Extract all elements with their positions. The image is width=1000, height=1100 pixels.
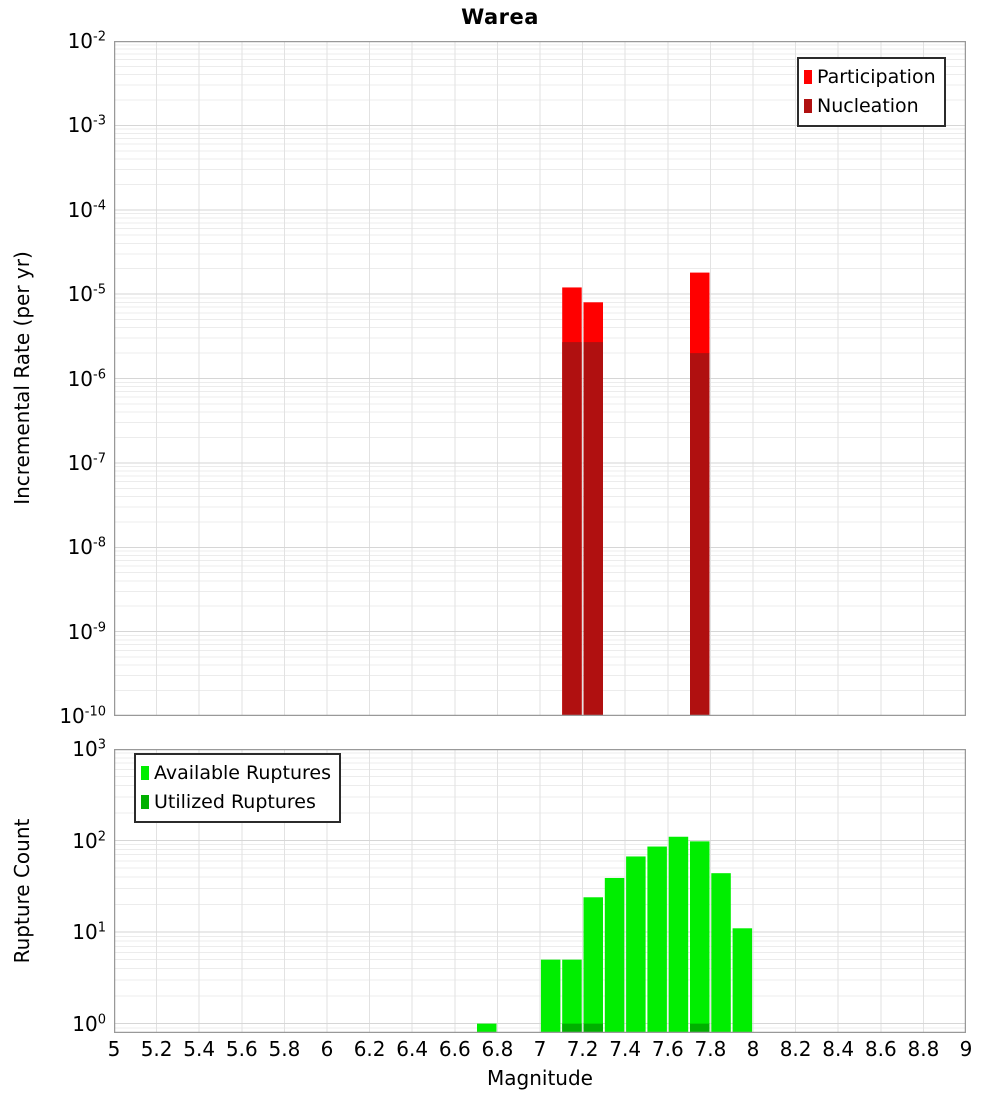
y-tick-label: $10^{-9}$	[67, 619, 106, 644]
y-tick-label: $10^{-4}$	[67, 197, 106, 222]
y-tick-label: $10^1$	[72, 920, 106, 945]
x-tick-label: 7.2	[566, 1037, 599, 1061]
bar-nucleation	[562, 342, 582, 716]
bar-nucleation	[690, 353, 710, 716]
x-tick-label: 8	[746, 1037, 760, 1061]
bar-available-ruptures	[477, 1024, 497, 1033]
x-tick-label: 6.4	[396, 1037, 429, 1061]
bar-available-ruptures	[541, 960, 561, 1033]
legend-item-available-ruptures	[141, 758, 331, 787]
bar-available-ruptures	[647, 847, 667, 1033]
bar-available-ruptures	[733, 928, 753, 1033]
y-tick-label: $10^{-6}$	[67, 366, 106, 391]
y-tick-label: $10^{-3}$	[67, 113, 106, 138]
x-tick-label: 6.6	[438, 1037, 471, 1061]
x-tick-label: 8.8	[907, 1037, 940, 1061]
y-tick-label: $10^{-5}$	[67, 282, 106, 307]
rate-plot-area	[114, 41, 966, 716]
count-legend	[134, 753, 341, 823]
bar-available-ruptures	[626, 856, 646, 1033]
utilized-ruptures-swatch-icon	[141, 795, 149, 809]
x-tick-label: 9	[959, 1037, 973, 1061]
x-tick-label: 6.8	[481, 1037, 514, 1061]
legend-item-participation	[804, 62, 936, 91]
x-tick-label: 7.6	[651, 1037, 684, 1061]
x-tick-label: 5.4	[183, 1037, 216, 1061]
bar-utilized-ruptures	[584, 1024, 604, 1033]
x-tick-label: 5.2	[140, 1037, 173, 1061]
y-tick-label: $10^2$	[72, 828, 106, 853]
x-tick-label: 8.4	[822, 1037, 855, 1061]
legend-item-utilized-ruptures	[141, 787, 331, 816]
chart-title: Warea	[461, 5, 539, 29]
bar-available-ruptures	[711, 873, 731, 1033]
legend-label-available-ruptures: Available Ruptures	[154, 761, 331, 784]
bar-available-ruptures	[669, 837, 689, 1033]
x-axis-title: Magnitude	[487, 1066, 593, 1090]
legend-label-utilized-ruptures: Utilized Ruptures	[154, 790, 316, 813]
rate-axis-title: Incremental Rate (per yr)	[10, 251, 34, 505]
x-tick-label: 6.2	[353, 1037, 386, 1061]
rate-legend	[797, 57, 946, 127]
legend-item-nucleation	[804, 91, 936, 120]
y-tick-label: $10^{-7}$	[67, 450, 106, 475]
y-tick-label: $10^0$	[72, 1011, 106, 1036]
x-tick-label: 7	[533, 1037, 547, 1061]
bar-available-ruptures	[562, 960, 582, 1033]
x-tick-label: 7.4	[609, 1037, 642, 1061]
x-tick-label: 6	[320, 1037, 334, 1061]
y-tick-label: $10^{-10}$	[59, 704, 106, 728]
bar-utilized-ruptures	[690, 1024, 710, 1033]
count-axis-title: Rupture Count	[10, 818, 34, 964]
nucleation-swatch-icon	[804, 99, 812, 113]
x-tick-label: 5.6	[225, 1037, 258, 1061]
legend-label-participation: Participation	[817, 65, 936, 88]
participation-swatch-icon	[804, 70, 812, 84]
bar-available-ruptures	[584, 897, 604, 1033]
y-tick-label: $10^{-2}$	[67, 29, 106, 53]
x-tick-label: 8.2	[779, 1037, 812, 1061]
bar-utilized-ruptures	[562, 1024, 582, 1033]
x-tick-label: 5.8	[268, 1037, 301, 1061]
x-tick-label: 5	[107, 1037, 121, 1061]
y-tick-label: $10^3$	[72, 737, 106, 761]
x-tick-label: 7.8	[694, 1037, 727, 1061]
y-tick-label: $10^{-8}$	[67, 535, 106, 560]
bar-nucleation	[584, 342, 604, 716]
bar-available-ruptures	[690, 841, 710, 1033]
legend-label-nucleation: Nucleation	[817, 94, 919, 117]
x-tick-label: 8.6	[864, 1037, 897, 1061]
available-ruptures-swatch-icon	[141, 766, 149, 780]
bar-available-ruptures	[605, 878, 625, 1033]
